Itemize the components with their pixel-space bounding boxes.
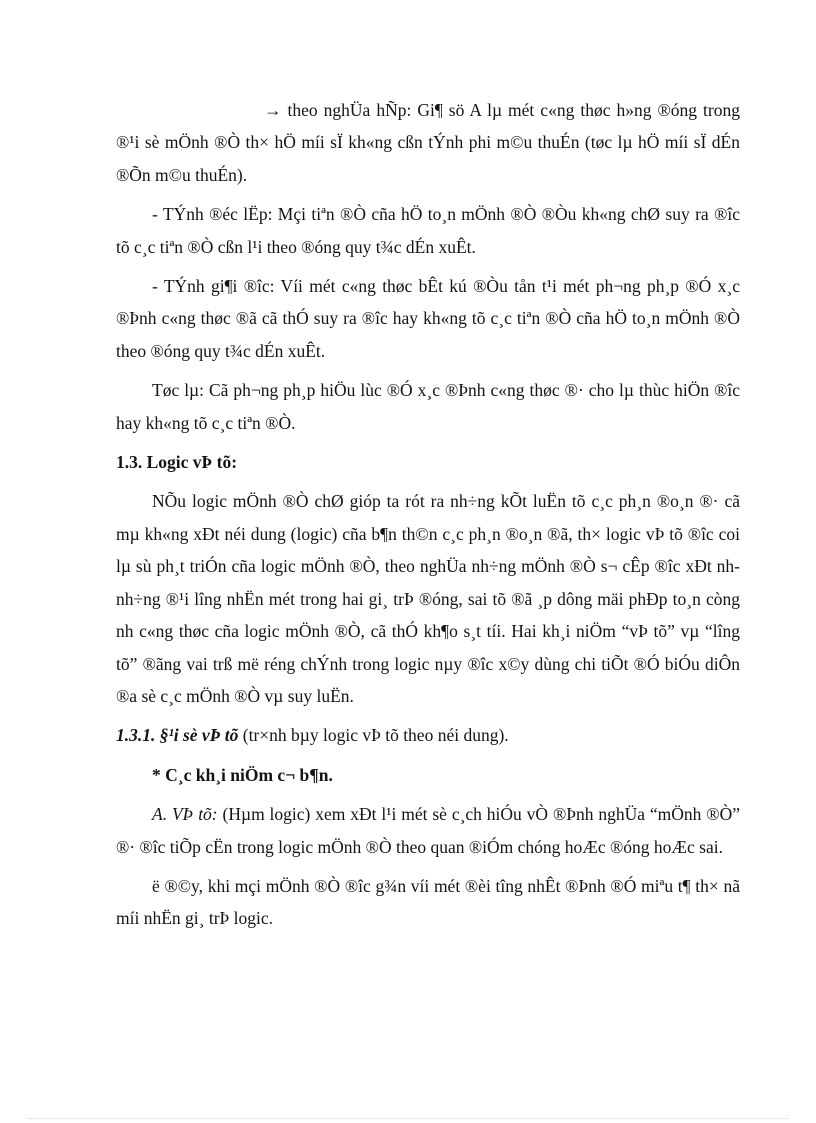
paragraph-predicate-definition xyxy=(116,798,740,863)
subsection-number-title: 1.3.1. §¹i sè vÞ tõ xyxy=(116,725,239,746)
subsection-note: (tr×nh bµy logic vÞ tõ theo néi dung). xyxy=(238,725,509,746)
paragraph-predicate-logic-intro: NÕu logic mÖnh ®Ò chØ gióp ta rót ra nh÷ng kÕt luËn tõ c¸c ph¸n ®o¸n ®· cã mµ kh«ng xÐt néi dung (logic) cña b¶n th©n c¸c ph¸n ®o¸n ®ã, th× logic vÞ tõ ®îc coi lµ sù ph¸t triÓn cña logic mÖnh ®Ò, theo nghÜa nh÷ng mÖnh ®Ò s¬ cÊp ®îc xÐt nh nh÷ng ®¹i lîng nhËn mét trong hai gi¸ trÞ ®óng, sai tõ ®ã ¸p dông mäi phÐp to¸n còng nh c«ng thøc cña logic mÖnh ®Ò, cã thÓ kh¶o s¸t tíi. Hai kh¸i niÖm “vÞ tõ” vµ “lîng tõ” ®ãng vai trß më réng chÝnh trong logic nµy ®îc x©y dùng chi tiÕt ®Ó biÓu diÔn ®a sè c¸c mÖnh ®Ò vµ suy luËn. xyxy=(116,491,740,706)
page-bottom-divider xyxy=(28,1118,788,1119)
document-page xyxy=(116,94,740,942)
subsection-heading-1-3-1 xyxy=(116,719,740,751)
paragraph-independence: - TÝnh ®éc lËp: Mçi tiªn ®Ò cña hÖ to¸n mÖnh ®Ò ®Òu kh«ng chØ suy ra ®îc tõ c¸c tiªn ®Ò cßn l¹i theo ®óng quy t¾c dÉn xuÊt. xyxy=(116,204,740,257)
basic-concepts-heading: * C¸c kh¸i niÖm c¬ b¶n. xyxy=(152,764,333,785)
paragraph-that-is: Tøc lµ: Cã ph¬ng ph¸p hiÖu lùc ®Ó x¸c ®Þnh c«ng thøc ®· cho lµ thùc hiÖn ®îc hay kh«ng tõ c¸c tiªn ®Ò. xyxy=(116,380,740,433)
paragraph-decidability: - TÝnh gi¶i ®îc: Víi mét c«ng thøc bÊt kú ®Òu tån t¹i mét ph¬ng ph¸p ®Ó x¸c ®Þnh c«ng thøc ®ã cã thÓ suy ra ®îc hay kh«ng tõ c¸c tiªn ®Ò cña hÖ to¸n mÖnh ®Ò theo ®óng quy t¾c dÉn xuÊt. xyxy=(116,276,740,361)
paragraph-narrow-meaning: → theo nghÜa hÑp: Gi¶ sö A lµ mét c«ng thøc h»ng ®óng trong ®¹i sè mÖnh ®Ò th× hÖ míi sÏ kh«ng cßn tÝnh phi m©u thuÉn (tøc lµ hÖ míi sÏ dÉn ®Õn m©u thuÉn). xyxy=(116,100,740,185)
predicate-definition-text: (Hµm logic) xem xÐt l¹i mét sè c¸ch hiÓu vÒ ®Þnh nghÜa “mÖnh ®Ò” ®· ®îc tiÕp cËn trong logic mÖnh ®Ò theo quan ®iÓm chóng hoÆc ®óng hoÆc sai. xyxy=(116,804,740,857)
section-heading-1-3: 1.3. Logic vÞ tõ: xyxy=(116,452,238,473)
predicate-label: A. VÞ tõ: xyxy=(152,804,218,825)
paragraph-here: ë ®©y, khi mçi mÖnh ®Ò ®îc g¾n víi mét ®èi tîng nhÊt ®Þnh ®Ó miªu t¶ th× nã míi nhËn gi¸ trÞ logic. xyxy=(116,875,740,929)
